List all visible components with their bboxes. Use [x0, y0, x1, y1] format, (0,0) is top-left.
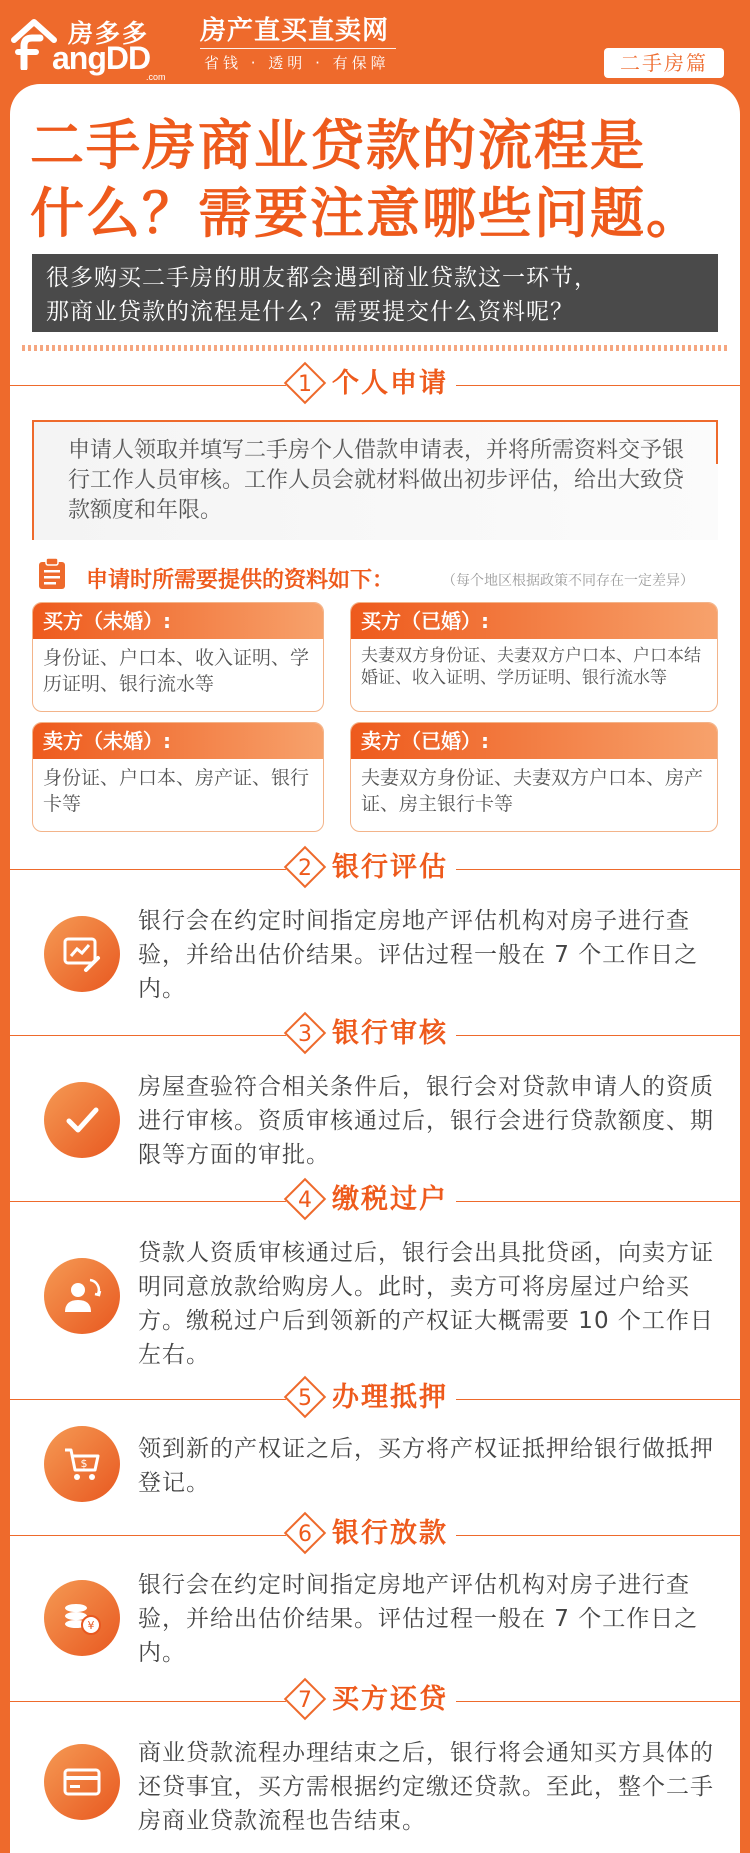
site-slogan: 省钱 · 透明 · 有保障	[204, 54, 390, 72]
section-header-5	[0, 1378, 750, 1422]
section-line-right	[456, 1701, 740, 1702]
section-header-7	[0, 1680, 750, 1724]
party-items: 夫妻双方身份证、夫妻双方户口本、房产证、房主银行卡等	[361, 767, 704, 815]
section-number: 1	[298, 372, 312, 397]
application-description: 申请人领取并填写二手房个人借款申请表，并将所需资料交予银行工作人员审核。工作人员会就材料做出初步评估，给出大致贷款额度和年限。	[32, 420, 718, 540]
section-line-right	[456, 1535, 740, 1536]
section-number: 2	[298, 856, 312, 881]
section-line-right	[456, 385, 740, 386]
cart-icon	[44, 1426, 120, 1502]
header	[0, 0, 750, 88]
checkmark-icon	[44, 1082, 120, 1158]
house-logo-icon	[10, 16, 58, 70]
section-line-left	[10, 385, 286, 386]
step-7-text: 商业贷款流程办理结束之后，银行将会通知买方具体的还贷事宜，买方需根据约定缴还贷款。至此，整个二手房商业贷款流程也告结束。	[138, 1740, 714, 1834]
required-docs-title: 申请时所需要提供的资料如下：	[86, 568, 395, 593]
logo[interactable]	[10, 10, 180, 82]
section-title: 办理抵押	[332, 1382, 448, 1413]
coins-icon	[44, 1580, 120, 1656]
section-line-right	[456, 1399, 740, 1400]
party-card-seller-single	[32, 722, 324, 832]
title-line-2: 什么？需要注意哪些问题。	[30, 182, 702, 245]
section-header-1	[0, 364, 750, 408]
intro-line-1: 很多购买二手房的朋友都会遇到商业贷款这一环节，	[46, 265, 598, 291]
section-number: 6	[298, 1522, 312, 1547]
section-title: 买方还贷	[332, 1684, 448, 1715]
site-title: 房产直买直卖网	[200, 16, 390, 46]
section-number: 4	[298, 1188, 312, 1213]
section-line-left	[10, 869, 286, 870]
required-docs-note: （每个地区根据政策不同存在一定差异）	[442, 573, 694, 589]
section-line-left	[10, 1701, 286, 1702]
logo-chinese: 房多多	[68, 19, 150, 48]
intro-line-2: 那商业贷款的流程是什么？需要提交什么资料呢？	[46, 299, 574, 325]
party-items: 身份证、户口本、收入证明、学历证明、银行流水等	[43, 647, 310, 695]
section-number: 5	[298, 1386, 312, 1411]
section-header-2	[0, 848, 750, 892]
step-6-text: 银行会在约定时间指定房地产评估机构对房子进行查验，并给出估价结果。评估过程一般在 7 个工作日之内。	[138, 1572, 699, 1666]
party-items: 夫妻双方身份证、夫妻双方户口本、户口本结婚证、收入证明、学历证明、银行流水等	[361, 646, 701, 688]
section-header-4	[0, 1180, 750, 1224]
party-label: 买方（已婚）:	[351, 603, 717, 639]
section-header-3	[0, 1014, 750, 1058]
step-4-text: 贷款人资质审核通过后，银行会出具批贷函，向卖方证明同意放款给购房人。此时，卖方可将房屋过户给买方。缴税过户后到领新的产权证大概需要 10 个工作日左右。	[138, 1240, 714, 1368]
section-line-left	[10, 1035, 286, 1036]
section-title: 银行评估	[332, 852, 448, 883]
logo-english: angDD	[52, 40, 151, 76]
dotted-divider	[22, 345, 728, 351]
category-tag[interactable]: 二手房篇	[604, 48, 724, 78]
party-items: 身份证、户口本、房产证、银行卡等	[43, 767, 310, 815]
intro-box	[32, 254, 718, 332]
user-transfer-icon	[44, 1258, 120, 1334]
svg-text:$: $	[80, 1457, 88, 1470]
section-line-left	[10, 1201, 286, 1202]
step-2-text: 银行会在约定时间指定房地产评估机构对房子进行查验，并给出估价结果。评估过程一般在 7 个工作日之内。	[138, 908, 699, 1002]
party-label: 卖方（已婚）:	[351, 723, 717, 759]
section-line-right	[456, 1201, 740, 1202]
section-line-left	[10, 1399, 286, 1400]
party-label: 卖方（未婚）:	[33, 723, 323, 759]
section-line-right	[456, 869, 740, 870]
section-number: 7	[298, 1688, 312, 1713]
section-line-left	[10, 1535, 286, 1536]
title-line-1: 二手房商业贷款的流程是	[30, 114, 646, 177]
section-title: 银行审核	[332, 1018, 448, 1049]
party-card-buyer-married	[350, 602, 718, 712]
corner-decoration	[680, 420, 718, 464]
section-title: 缴税过户	[332, 1184, 448, 1215]
card-icon	[44, 1744, 120, 1820]
section-line-right	[456, 1035, 740, 1036]
section-number: 3	[298, 1022, 312, 1047]
section-title: 银行放款	[332, 1518, 448, 1549]
step-3-text: 房屋查验符合相关条件后，银行会对贷款申请人的资质进行审核。资质审核通过后，银行会进行贷款额度、期限等方面的审批。	[138, 1074, 714, 1168]
article-title	[30, 112, 720, 248]
party-card-seller-married	[350, 722, 718, 832]
section-title: 个人申请	[332, 368, 448, 399]
party-label: 买方（未婚）:	[33, 603, 323, 639]
clipboard-icon	[38, 558, 66, 590]
svg-text:¥: ¥	[87, 1619, 95, 1632]
step-5-text: 领到新的产权证之后，买方将产权证抵押给银行做抵押登记。	[138, 1436, 714, 1496]
chart-icon	[44, 916, 120, 992]
section-header-6	[0, 1514, 750, 1558]
party-card-buyer-single	[32, 602, 324, 712]
slogan-divider	[200, 48, 396, 49]
logo-domain: .com	[146, 72, 166, 82]
